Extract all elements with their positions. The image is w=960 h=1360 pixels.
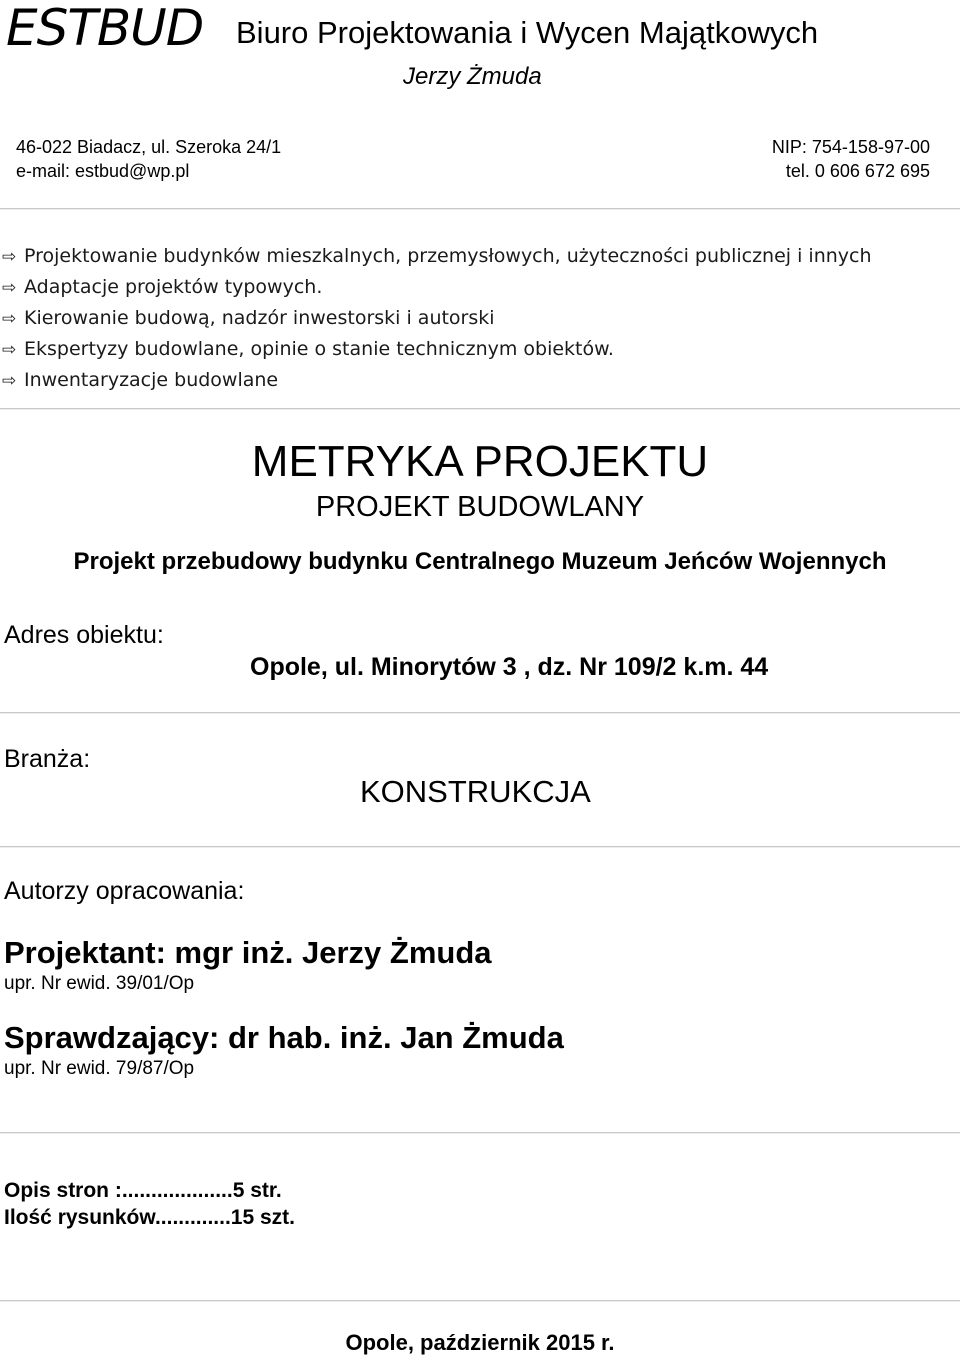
arrow-right-icon: ⇨	[2, 371, 17, 391]
divider	[0, 846, 960, 848]
branch-value: KONSTRUKCJA	[360, 774, 591, 809]
company-logo: ESTBUD	[6, 0, 204, 57]
company-address: 46-022 Biadacz, ul. Szeroka 24/1	[16, 137, 282, 157]
service-item: ⇨ Projektowanie budynków mieszkalnych, przemysłowych, użyteczności publicznej i innych	[2, 243, 872, 270]
designer-license: upr. Nr ewid. 39/01/Op	[4, 973, 195, 994]
service-item: ⇨ Adaptacje projektów typowych.	[2, 274, 322, 301]
service-item: ⇨ Inwentaryzacje budowlane	[2, 367, 278, 394]
document-title: METRYKA PROJEKTU	[251, 437, 709, 486]
branch-label: Branża:	[4, 745, 91, 773]
company-email: e-mail: estbud@wp.pl	[16, 161, 190, 181]
divider	[0, 712, 960, 714]
divider	[0, 408, 960, 410]
service-item: ⇨ Kierowanie budową, nadzór inwestorski i autorski	[2, 305, 495, 332]
service-item: ⇨ Ekspertyzy budowlane, opinie o stanie technicznym obiektów.	[2, 336, 614, 363]
owner-name: Jerzy Żmuda	[403, 63, 542, 90]
divider	[0, 1132, 960, 1134]
checker-license: upr. Nr ewid. 79/87/Op	[4, 1058, 195, 1079]
document-subtitle: PROJEKT BUDOWLANY	[315, 491, 645, 523]
arrow-right-icon: ⇨	[2, 340, 17, 360]
designer-name: Projektant: mgr inż. Jerzy Żmuda	[4, 935, 492, 970]
divider	[0, 1300, 960, 1302]
address-label: Adres obiektu:	[4, 621, 164, 649]
company-name: Biuro Projektowania i Wycen Majątkowych	[236, 15, 819, 50]
arrow-right-icon: ⇨	[2, 309, 17, 329]
checker-name: Sprawdzający: dr hab. inż. Jan Żmuda	[4, 1020, 564, 1055]
place-date: Opole, październik 2015 r.	[345, 1330, 615, 1355]
authors-label: Autorzy opracowania:	[4, 877, 245, 905]
pages-count: Opis stron :...................5 str.	[4, 1179, 282, 1202]
drawings-count: Ilość rysunków.............15 szt.	[4, 1206, 295, 1229]
divider	[0, 208, 960, 210]
address-value: Opole, ul. Minorytów 3 , dz. Nr 109/2 k.m. 44	[250, 653, 769, 681]
arrow-right-icon: ⇨	[2, 247, 17, 267]
project-name: Projekt przebudowy budynku Centralnego Muzeum Jeńców Wojennych	[73, 548, 887, 575]
company-phone: tel. 0 606 672 695	[785, 161, 930, 181]
company-nip: NIP: 754-158-97-00	[771, 137, 930, 157]
arrow-right-icon: ⇨	[2, 278, 17, 298]
